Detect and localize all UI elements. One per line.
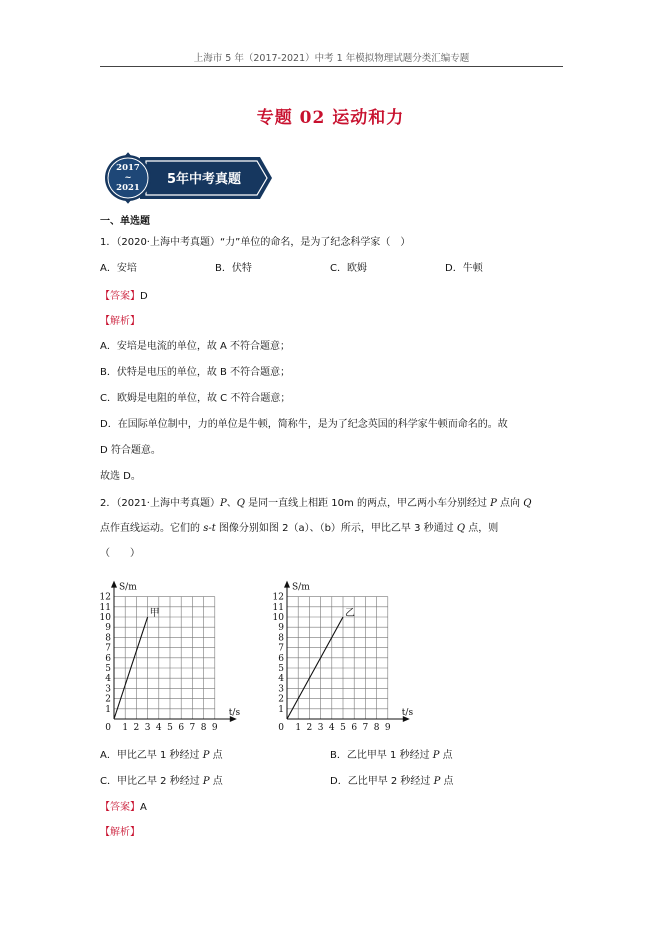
q2-point-p: P xyxy=(202,776,210,787)
badge-year-start: 2017 xyxy=(116,163,140,173)
q2-option-tail: 点 xyxy=(440,776,454,787)
q1-stem: 1．（2020·上海中考真题）“力”单位的命名，是为了纪念科学家（ ） xyxy=(100,237,411,248)
page-title: 专题 02 运动和力 xyxy=(256,108,405,128)
q2-stem-text: 图像分别如图 2（a）、（b）所示，甲比乙早 3 秒通过 xyxy=(215,523,457,534)
y-tick-label: 11 xyxy=(272,602,284,613)
y-tick-label: 4 xyxy=(278,674,284,685)
q1-option-c: C．欧姆 xyxy=(330,263,367,274)
q2-answer-value: A xyxy=(140,802,147,813)
y-tick-label: 9 xyxy=(105,623,111,634)
x-tick-label: 5 xyxy=(340,723,346,733)
q1-analysis-tag: 【解析】 xyxy=(100,316,140,327)
y-tick-label: 3 xyxy=(105,684,111,695)
q2-point-p: P xyxy=(432,750,440,761)
badge-year-tilde: ~ xyxy=(124,173,132,183)
y-tick-label: 8 xyxy=(278,633,284,644)
y-tick-label: 12 xyxy=(272,592,284,603)
x-axis-label: t/s xyxy=(401,708,414,718)
x-tick-label: 3 xyxy=(317,723,324,733)
y-tick-label: 7 xyxy=(105,643,111,654)
x-tick-label: 1 xyxy=(295,723,302,733)
series-label: 甲 xyxy=(149,608,160,619)
q2-option-a xyxy=(100,749,223,763)
y-tick-label: 6 xyxy=(105,653,111,664)
y-tick-label: 1 xyxy=(278,704,284,715)
x-tick-label: 9 xyxy=(384,723,391,733)
x-tick-label: 8 xyxy=(200,723,207,733)
q2-option-tail: 点 xyxy=(209,750,223,761)
x-tick-label: 5 xyxy=(167,723,173,733)
q2-answer xyxy=(100,801,147,815)
x-tick-label: 2 xyxy=(306,723,313,733)
st-graph-a xyxy=(98,566,268,741)
q2-stem-line3: （ ） xyxy=(100,548,140,559)
y-tick-label: 9 xyxy=(278,623,284,634)
x-tick-label: 6 xyxy=(178,723,185,733)
x-tick-label: 7 xyxy=(189,723,196,733)
y-tick-label: 12 xyxy=(99,592,111,603)
q2-stem-prefix: 2．（2021·上海中考真题） xyxy=(100,498,220,509)
q1-option-d: D．牛顿 xyxy=(445,263,483,274)
x-tick-label: 4 xyxy=(155,723,162,733)
q1-analysis-line: D．在国际单位制中，力的单位是牛顿，简称牛，是为了纪念英国的科学家牛顿而命名的。故 xyxy=(100,419,508,430)
y-axis-arrow xyxy=(111,581,117,588)
q2-answer-tag: 【答案】 xyxy=(100,802,140,813)
q1-answer xyxy=(100,290,148,304)
q2-point-q: Q xyxy=(523,498,532,509)
q2-stem-mid: 是同一直线上相距 10m 的两点，甲乙两小车分别经过 xyxy=(244,498,491,509)
x-tick-label: 7 xyxy=(362,723,369,733)
q2-analysis-tag: 【解析】 xyxy=(100,827,140,838)
q2-option-c xyxy=(100,775,223,789)
y-tick-label: 3 xyxy=(278,684,284,695)
q2-option-text: D．乙比甲早 2 秒经过 xyxy=(330,776,434,787)
origin-label: 0 xyxy=(278,723,284,733)
page-header: 上海市 5 年（2017-2021）中考 1 年模拟物理试题分类汇编专题 xyxy=(193,53,470,64)
y-tick-label: 2 xyxy=(278,694,284,705)
y-tick-label: 2 xyxy=(105,694,111,705)
series-label: 乙 xyxy=(345,608,355,619)
x-tick-label: 3 xyxy=(144,723,151,733)
x-tick-label: 1 xyxy=(122,723,129,733)
origin-label: 0 xyxy=(105,723,111,733)
q1-analysis-line: D 符合题意。 xyxy=(100,445,161,456)
q2-stem-line2 xyxy=(100,522,498,536)
header-divider xyxy=(100,66,563,67)
badge-label: 5年中考真题 xyxy=(166,172,242,187)
q1-conclusion: 故选 D。 xyxy=(100,471,141,482)
q2-option-text: B．乙比甲早 1 秒经过 xyxy=(330,750,433,761)
y-tick-label: 5 xyxy=(278,664,284,674)
q1-analysis-line: C．欧姆是电阻的单位，故 C 不符合题意； xyxy=(100,393,291,404)
st-graph-b xyxy=(271,566,441,741)
y-tick-label: 1 xyxy=(105,704,111,715)
y-axis-arrow xyxy=(284,581,290,588)
q1-analysis-line: A．安培是电流的单位，故 A 不符合题意； xyxy=(100,341,291,352)
q2-stem-sep: 、 xyxy=(226,498,237,509)
q2-point-q: Q xyxy=(456,523,466,534)
q2-stem-tail: 点向 xyxy=(496,498,524,509)
x-tick-label: 4 xyxy=(328,723,335,733)
exam-banner xyxy=(100,150,275,206)
q2-option-text: C．甲比乙早 2 秒经过 xyxy=(100,776,203,787)
q1-option-b: B．伏特 xyxy=(215,263,252,274)
q2-option-tail: 点 xyxy=(209,776,223,787)
q1-answer-value: D xyxy=(140,291,148,302)
y-axis-label: S/m xyxy=(292,582,310,593)
q2-point-p: P xyxy=(490,498,497,509)
q2-point-p: P xyxy=(220,498,227,509)
x-tick-label: 8 xyxy=(373,723,380,733)
q2-point-q: Q xyxy=(236,498,245,509)
y-tick-label: 6 xyxy=(278,653,284,664)
badge-year-end: 2021 xyxy=(116,183,140,193)
x-tick-label: 6 xyxy=(351,723,358,733)
q1-answer-tag: 【答案】 xyxy=(100,291,140,302)
y-tick-label: 4 xyxy=(105,674,111,685)
q2-stem-line1 xyxy=(100,497,531,511)
q2-option-text: A．甲比乙早 1 秒经过 xyxy=(100,750,203,761)
y-tick-label: 5 xyxy=(105,664,111,674)
y-tick-label: 10 xyxy=(99,613,111,623)
q2-option-d xyxy=(330,775,454,789)
y-tick-label: 10 xyxy=(272,613,284,623)
q1-analysis-line: B．伏特是电压的单位，故 B 不符合题意； xyxy=(100,367,291,378)
q2-st-symbol: s-t xyxy=(203,523,216,534)
x-tick-label: 2 xyxy=(133,723,140,733)
x-tick-label: 9 xyxy=(211,723,218,733)
q2-stem-text: 点，则 xyxy=(465,523,499,534)
q2-stem-text: 点作直线运动。它们的 xyxy=(100,523,204,534)
q2-point-p: P xyxy=(202,750,210,761)
y-tick-label: 7 xyxy=(278,643,284,654)
q1-option-a: A．安培 xyxy=(100,263,137,274)
q2-point-p: P xyxy=(433,776,441,787)
x-axis-label: t/s xyxy=(228,708,241,718)
q2-option-b xyxy=(330,749,453,763)
q2-option-tail: 点 xyxy=(439,750,453,761)
y-tick-label: 11 xyxy=(99,602,111,613)
y-tick-label: 8 xyxy=(105,633,111,644)
section-title: 一、单选题 xyxy=(100,216,150,227)
y-axis-label: S/m xyxy=(119,582,137,593)
